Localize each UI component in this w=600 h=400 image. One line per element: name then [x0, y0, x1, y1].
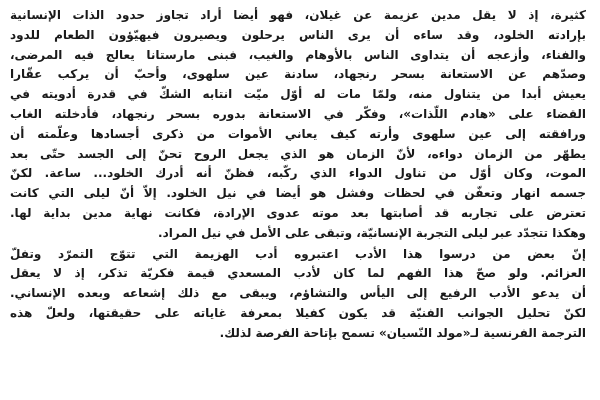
text-line: يطهّر من الزمان دواءه، لأنّ الزمان هو الذي يجعل الروح تحنّ إلى الجسد حتّى بعد: [10, 146, 586, 161]
text-line: إنّ بعض من درسوا هذا الأدب اعتبروه أدب الهزيمة التي تتوّج التمرّد وتفلّ: [10, 246, 586, 261]
text-line: وهكذا تتجدّد عبر ليلى التجربة الإنسانيّة، وتبقى على الأمل في نيل المراد.: [158, 225, 586, 240]
text-line: ورافقته إلى عين سلهوى وأرته كيف يعاني الأموات من ذكرى أجسادها وعلّمته أن: [10, 126, 586, 141]
text-line: العزائم. ولو صحّ هذا الفهم لما كان لأدب المسعدي قيمة فكريّة تذكر، إذ لا يعقل: [10, 266, 586, 281]
text-line: لكنّ تحليل الجوانب الفنيّة قد يكون كفيلا بمعرفة غاياته على حقيقتها، ولعلّ هذه: [10, 305, 586, 320]
text-line: جسمه انهار وتعفّن في لحظات وفشل هو أيضا في نيل الخلود. إلاّ أنّ ليلى التي كانت: [10, 186, 586, 201]
text-line: الترجمة الفرنسية لـ«مولد النّسيان» تسمح بإتاحة الفرصة لذلك.: [219, 325, 586, 340]
text-line: كثيرة، إذ لا يقل مدين عزيمة عن غيلان، فهو أيضا أراد تجاوز حدود الذات الإنسانية: [10, 8, 586, 22]
text-line: تعترض على تجاربه قد أصابتها بعد موته عدوى الإرادة، فكانت نهاية مدين بداية لها.: [10, 205, 586, 220]
text-line: أن يدعو الأدب الرفيع إلى اليأس والتشاؤم، ويبقى مع ذلك إشعاعه وبعده الإنساني.: [10, 286, 586, 301]
text-line: القضاء على «هادم اللّذات»، وفكّر في الاستعانة بدوره بسحر رنجهاد، فأدخلته الغاب: [10, 106, 586, 121]
paragraph-story-summary: [10, 6, 586, 244]
text-line: الموت، وكان أوّل من تناول الدواء الذي ركّبه، فظنّ أنه أدرك الخلود... ساعة. لكنّ: [10, 166, 586, 181]
paragraph-critical-reading: [10, 245, 586, 344]
text-line: وصدّهم عن الاستعانة بسحر رنجهاد، سادنة عين سلهوى، وأحبّ أن يركب عقّارا: [10, 67, 586, 82]
text-line: يعيش أبدا من يتناول منه، ولمّا مات له أوّل ميّت انتابه الشكّ في قدرة أدويته في: [10, 87, 586, 102]
text-line: والفناء، وأزعجه أن يتداوى الناس بالأوهام والغيب، فبنى مارستانا يعالج فيه المرضى،: [10, 47, 586, 62]
text-line: بإرادته الخلود، وقد ساءه أن يرى الناس يرحلون ويصيرون فيهيّؤون الطعام للدود: [10, 27, 586, 42]
